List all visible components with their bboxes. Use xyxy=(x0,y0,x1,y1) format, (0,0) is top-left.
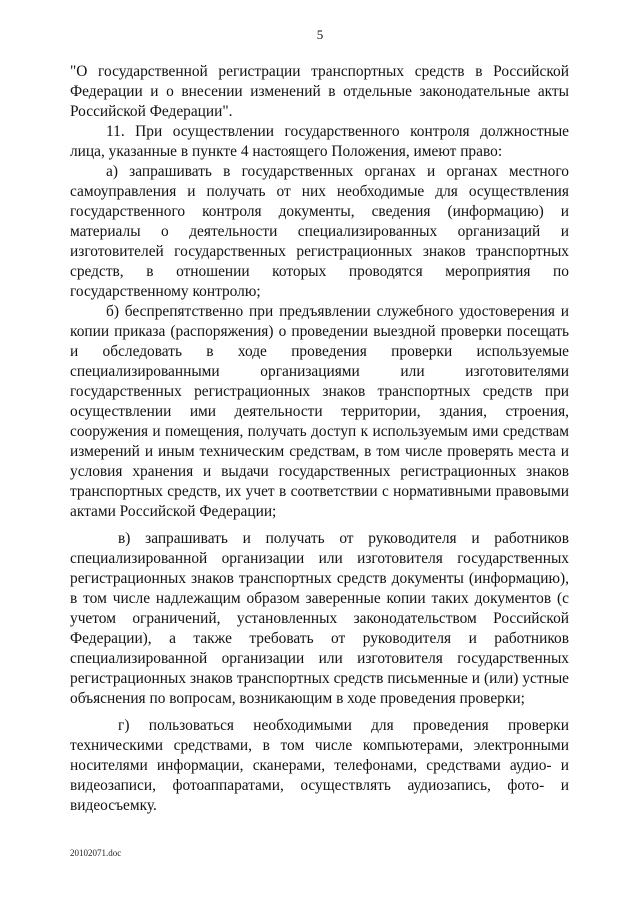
document-body xyxy=(70,62,569,816)
paragraph-law-title-continuation: "О государственной регистрации транспортных средств в Российской Федерации и о внесении изменений в отдельные законодательные акты Российской Федерации". xyxy=(70,63,569,120)
paragraph-clause-11: 11. При осуществлении государственного контроля должностные лица, указанные в пункте 4 настоящего Положения, имеют право: xyxy=(70,123,569,160)
paragraph-subclause-b: б) беспрепятственно при предъявлении служебного удостоверения и копии приказа (распоряжения) о проведении выездной проверки посещать и обследовать в ходе проведения проверки используемые специализированными организациями или изготовителями государственных регистрационных знаков транспортных средств при осуществлении ими деятельности территории, здания, строения, сооружения и помещения, получать доступ к используемым ими средствам измерений и иным техническим средствам, в том числе проверять места и условия хранения и выдачи государственных регистрационных знаков транспортных средств, их учет в соответствии с нормативными правовыми актами Российской Федерации; xyxy=(70,303,569,520)
paragraph-subclause-v: в) запрашивать и получать от руководителя и работников специализированной организации или изготовителя государственных регистрационных знаков транспортных средств документы (информацию), в том числе надлежащим образом заверенные копии таких документов (с учетом ограничений, установленных законодательством Российской Федерации), а также требовать от руководителя и работников специализированной организации или изготовителя государственных регистрационных знаков транспортных средств письменные и (или) устные объяснения по вопросам, возникающим в ходе проведения проверки; xyxy=(70,530,569,707)
document-filename-footer: 20102071.doc xyxy=(70,848,122,858)
paragraph-subclause-g: г) пользоваться необходимыми для проведения проверки техническими средствами, в том числе компьютерами, электронными носителями информации, сканерами, телефонами, средствами аудио- и видеозаписи, фотоаппаратами, осуществлять аудиозапись, фото- и видеосъемку. xyxy=(70,717,569,814)
paragraph-subclause-a: а) запрашивать в государственных органах и органах местного самоуправления и получать от них необходимые для осуществления государственного контроля документы, сведения (информацию) и материалы о деятельности специализированных организаций и изготовителей государственных регистрационных знаков транспортных средств, в отношении которых проводятся мероприятия по государственному контролю; xyxy=(70,163,569,300)
page-number: 5 xyxy=(316,27,324,42)
